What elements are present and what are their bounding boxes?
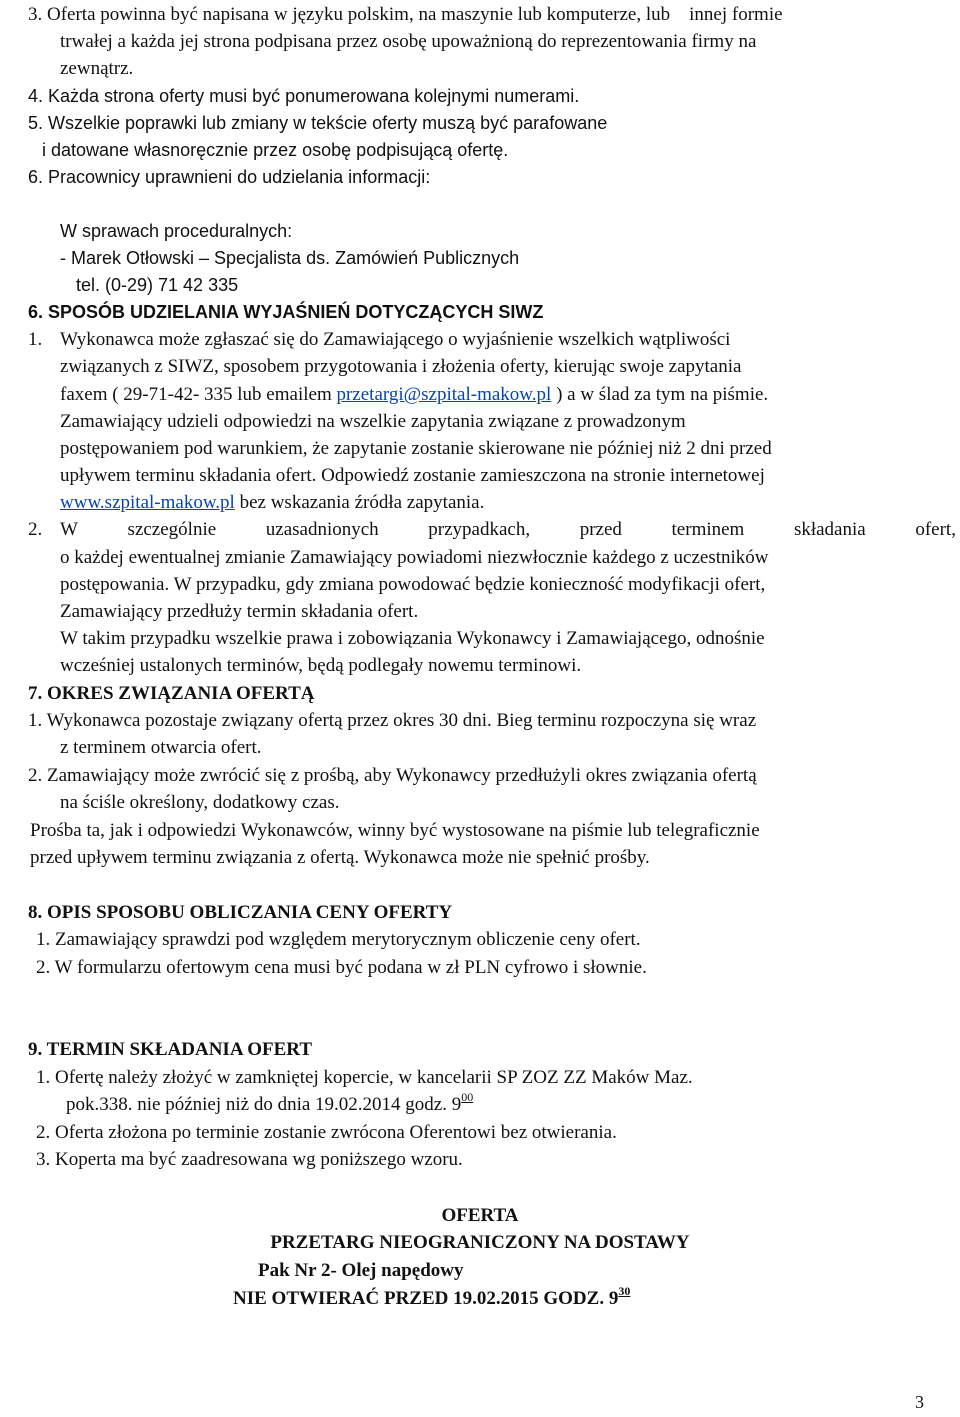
contact-phone: tel. (0-29) 71 42 335 <box>76 275 239 295</box>
envelope-do-not-open: NIE OTWIERAĆ PRZED 19.02.2015 GODZ. $9^{30}$ <box>233 1284 631 1309</box>
s6-item-1-line-2: związanych z SIWZ, sposobem przygotowania i złożenia oferty, kierując swoje zapytania <box>60 356 742 377</box>
website-link[interactable]: www.szpital-makow.pl <box>60 492 235 513</box>
s9-item-3: 3. Koperta ma być zaadresowana wg poniższego wzoru. <box>36 1149 463 1170</box>
s9-item-2: 2. Oferta złożona po terminie zostanie zwrócona Oferentowi bez otwierania. <box>36 1122 617 1143</box>
s6-item-2-line-2: o każdej ewentualnej zmianie Zamawiający powiadomi niezwłocznie każdego z uczestników <box>60 547 769 568</box>
s6-item-1-number: 1. <box>28 329 43 350</box>
item-3-line-2: trwałej a każda jej strona podpisana przez osobę upoważnioną do reprezentowania firmy na <box>60 31 757 52</box>
section-8-heading: 8. OPIS SPOSOBU OBLICZANIA CENY OFERTY <box>28 902 453 923</box>
item-5-line-1: 5. Wszelkie poprawki lub zmiany w tekście oferty muszą być parafowane <box>28 113 608 133</box>
envelope-title: OFERTA <box>441 1205 519 1226</box>
item-3-line-1: 3. Oferta powinna być napisana w języku polskim, na maszynie lub komputerze, lub innej formie <box>28 4 783 25</box>
s7-note-line-1: Prośba ta, jak i odpowiedzi Wykonawców, winny być wystosowane na piśmie lub telegraficznie <box>30 820 760 841</box>
s9-item-1-line-1: 1. Ofertę należy złożyć w zamkniętej kopercie, w kancelarii SP ZOZ ZZ Maków Maz. <box>36 1067 693 1088</box>
s7-item-2-line-1: 2. Zamawiający może zwrócić się z prośbą, aby Wykonawcy przedłużyli okres związania ofertą <box>28 765 757 786</box>
section-7-heading: 7. OKRES ZWIĄZANIA OFERTĄ <box>28 683 315 704</box>
item-5-line-2: i datowane własnoręcznie przez osobę podpisującą ofertę. <box>42 140 509 160</box>
email-link[interactable]: przetargi@szpital-makow.pl <box>336 384 552 405</box>
s6-item-2-line-3: postępowania. W przypadku, gdy zmiana powodować będzie konieczność modyfikacji ofert, <box>60 574 766 595</box>
s6-item-2-line-4: Zamawiający przedłuży termin składania ofert. <box>60 601 419 622</box>
s6-item-2-line-5: W takim przypadku wszelkie prawa i zobowiązania Wykonawcy i Zamawiającego, odnośnie <box>60 628 765 649</box>
section-6-heading: 6. SPOSÓB UDZIELANIA WYJAŚNIEŃ DOTYCZĄCYCH SIWZ <box>28 302 544 322</box>
item-6: 6. Pracownicy uprawnieni do udzielania informacji: <box>28 167 431 187</box>
s6-item-1-line-4: Zamawiający udzieli odpowiedzi na wszelkie zapytania związane z prowadzonym <box>60 411 686 432</box>
s9-item-1-line-2: pok.338. nie później niż do dnia 19.02.2014 godz. $9^{00}$ <box>66 1090 474 1115</box>
contact-person: - Marek Otłowski – Specjalista ds. Zamówień Publicznych <box>60 248 520 268</box>
s6-item-2-number: 2. <box>28 519 43 540</box>
s6-item-1-line-7: www.szpital-makow.pl bez wskazania źródła zapytania. <box>60 492 485 513</box>
s6-item-2-line-1: W szczególnie uzasadnionych przypadkach, przed terminem składania ofert, <box>60 519 956 540</box>
s6-item-1-line-6: upływem terminu składania ofert. Odpowiedź zostanie zamieszczona na stronie internetowej <box>60 465 765 486</box>
envelope-package: Pak Nr 2- Olej napędowy <box>258 1260 464 1281</box>
envelope-hour-superscript: 30 <box>618 1284 631 1298</box>
s7-item-1-line-2: z terminem otwarcia ofert. <box>60 737 262 758</box>
s6-item-2-line-6: wcześniej ustalonych terminów, będą podlegały nowemu terminowi. <box>60 655 582 676</box>
envelope-tender: PRZETARG NIEOGRANICZONY NA DOSTAWY <box>270 1232 690 1253</box>
hour-superscript: 00 <box>461 1090 474 1104</box>
s6-item-1-line-3: faxem ( 29-71-42- 335 lub emailem przetargi@szpital-makow.pl ) a w ślad za tym na piśmie. <box>60 384 769 405</box>
item-4: 4. Każda strona oferty musi być ponumerowana kolejnymi numerami. <box>28 86 580 106</box>
s7-item-2-line-2: na ściśle określony, dodatkowy czas. <box>60 792 340 813</box>
s7-note-line-2: przed upływem terminu związania z ofertą. Wykonawca może nie spełnić prośby. <box>30 847 650 868</box>
s6-item-1-line-5: postępowaniem pod warunkiem, że zapytanie zostanie skierowane nie później niż 2 dni przed <box>60 438 772 459</box>
s6-item-1-line-1: Wykonawca może zgłaszać się do Zamawiającego o wyjaśnienie wszelkich wątpliwości <box>60 329 731 350</box>
s7-item-1-line-1: 1. Wykonawca pozostaje związany ofertą przez okres 30 dni. Bieg terminu rozpoczyna się wraz <box>28 710 757 731</box>
section-9-heading: 9. TERMIN SKŁADANIA OFERT <box>28 1039 313 1060</box>
page-number: 3 <box>915 1392 924 1412</box>
s8-item-2: 2. W formularzu ofertowym cena musi być podana w zł PLN cyfrowo i słownie. <box>36 957 647 978</box>
procedural-heading: W sprawach proceduralnych: <box>60 221 293 241</box>
item-3-line-3: zewnątrz. <box>60 58 134 79</box>
s8-item-1: 1. Zamawiający sprawdzi pod względem merytorycznym obliczenie ceny ofert. <box>36 929 641 950</box>
